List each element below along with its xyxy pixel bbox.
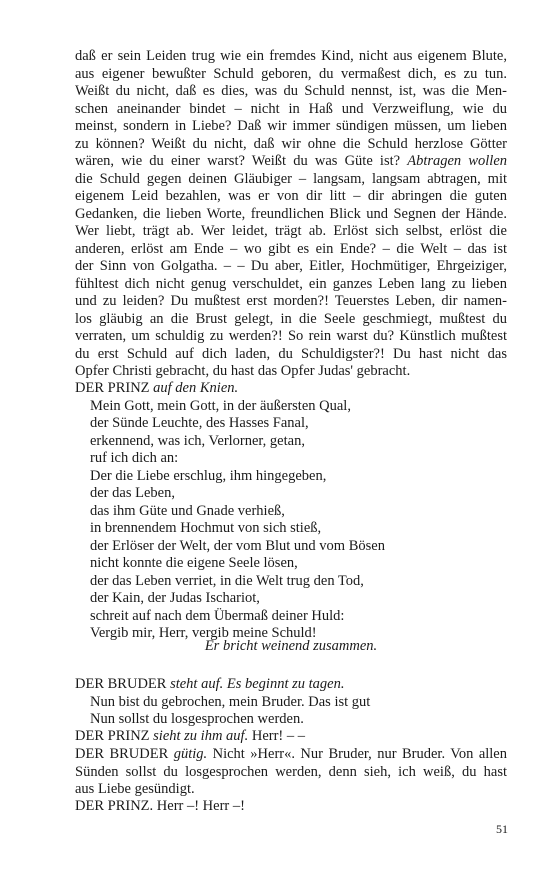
stage-direction-inline: gütig. bbox=[173, 746, 208, 762]
stage-direction-inline: sieht zu ihm auf. bbox=[153, 728, 249, 744]
prinz-final-speech bbox=[75, 798, 507, 816]
prose-line: meinst, sondern in Liebe? Daß wir immer sündigen müssen, um lieben bbox=[75, 118, 507, 134]
verse-line: der das Leben, bbox=[90, 485, 175, 501]
page-number: 51 bbox=[496, 822, 508, 836]
verse-line: der das Leben verriet, in die Welt trug den Tod, bbox=[90, 572, 364, 589]
prose-line: zu können? Weißt du nicht, daß wir ohne die Schuld herzlose Götter bbox=[75, 135, 507, 152]
prose-line: fühltest dich nicht genug verschuldet, ein ganzes Leben lang zu lieben bbox=[75, 275, 507, 292]
speaker-name: DER PRINZ. bbox=[75, 798, 154, 814]
verse-line: Der die Liebe erschlug, ihm hingegeben, bbox=[90, 467, 327, 484]
prose-line: du erst Schuld auf dich laden, du Schuldigster?! Du hast nicht das bbox=[75, 345, 507, 362]
prose-line: schen aneinander bindet – nicht in Haß und Verzweiflung, wie du bbox=[75, 100, 507, 117]
verse-line: Nun sollst du losgesprochen werden. bbox=[90, 711, 304, 727]
verse-line: nicht konnte die eigene Seele lösen, bbox=[90, 555, 298, 571]
prose-line: aus eigener bewußter Schuld geboren, du vermaßest dich, es zu tun. bbox=[75, 65, 507, 82]
prose-line: der Sinn von Golgatha. – – Du aber, Eitler, Hochmütiger, Ehrgeiziger, bbox=[75, 258, 507, 274]
speaker-name: DER PRINZ bbox=[75, 728, 150, 744]
speaker-name: DER PRINZ bbox=[75, 380, 150, 396]
verse-line: in brennendem Hochmut von sich stieß, bbox=[90, 520, 322, 536]
bruder-verse-speech bbox=[75, 676, 507, 729]
verse-line: ruf ich dich an: bbox=[90, 450, 179, 466]
speech-text: Herr –! Herr –! bbox=[156, 798, 245, 814]
prose-line: Weißt du nicht, daß es dies, was du Schuld nennst, ist, was die Men- bbox=[75, 83, 507, 99]
speech-text: Herr! – – bbox=[251, 728, 305, 744]
speaker-line bbox=[75, 676, 507, 694]
stage-direction-inline: steht auf. Es beginnt zu tagen. bbox=[170, 676, 345, 692]
verse-line: erkennend, was ich, Verlorner, getan, bbox=[90, 432, 305, 449]
italic-phrase: Abtragen wollen bbox=[407, 153, 507, 169]
stage-direction-inline: auf den Knien. bbox=[153, 380, 239, 396]
verse-line: Mein Gott, mein Gott, in der äußersten Qual, bbox=[90, 397, 351, 414]
verse-line: der Sünde Leuchte, des Hasses Fanal, bbox=[90, 415, 309, 431]
prinz-verse-speech bbox=[75, 380, 507, 643]
prose-line: Wer liebt, trägt ab. Wer leidet, trägt ab. Erlöst sich selbst, erlöst die bbox=[75, 223, 507, 239]
prose-line: Gedanken, die lieben Worte, freundlichen Blick und Segnen der Hände. bbox=[75, 205, 507, 222]
prose-line: daß er sein Leiden trug wie ein fremdes Kind, nicht aus eigenem Blute, bbox=[75, 48, 507, 64]
verse-line: schreit auf nach dem Übermaß deiner Huld: bbox=[90, 607, 345, 624]
speaker-name: DER BRUDER bbox=[75, 676, 167, 692]
speaker-line bbox=[75, 380, 507, 398]
prose-line: Sünden sollst du losgesprochen werden, denn sieh, ich weiß, du hast bbox=[75, 763, 507, 780]
stage-direction-centered: Er bricht weinend zusammen. bbox=[204, 638, 378, 654]
verse-line: der Erlöser der Welt, der vom Blut und vom Bösen bbox=[90, 537, 385, 554]
prose-line: verraten, um schuldig zu werden?! So rein warst du? Künstlich mußtest bbox=[75, 328, 507, 344]
speaker-line bbox=[75, 728, 507, 746]
prose-line: Opfer Christi gebracht, du hast das Opfer Judas' gebracht. bbox=[75, 363, 411, 379]
prose-line: eigenem Leid bezahlen, was er von dir litt – dir abringen die guten bbox=[75, 188, 507, 204]
verse-line: Nun bist du gebrochen, mein Bruder. Das ist gut bbox=[90, 693, 371, 710]
speaker-line bbox=[75, 798, 507, 816]
prinz-short-speech bbox=[75, 728, 507, 746]
prose-line: aus Liebe gesündigt. bbox=[75, 781, 195, 797]
verse-line: das ihm Güte und Gnade verhieß, bbox=[90, 502, 285, 519]
speech-text: Nicht »Herr«. Nur Bruder, nur Bruder. Von allen bbox=[212, 746, 507, 762]
opening-speech bbox=[75, 48, 507, 381]
verse-line: Vergib mir, Herr, vergib meine Schuld! bbox=[90, 625, 317, 641]
verse-line: der Kain, der Judas Ischariot, bbox=[90, 590, 260, 606]
speaker-name: DER BRUDER bbox=[75, 746, 169, 762]
prose-segment: wären, wie du einer warst? Weißt du was Güte ist? bbox=[75, 153, 401, 169]
prose-line-with-italic bbox=[75, 153, 507, 171]
prose-line: und zu leiden? Du mußtest erst morden?! Teuerstes Leben, dir namen- bbox=[75, 293, 507, 309]
prose-line bbox=[75, 746, 507, 764]
bruder-prose-speech bbox=[75, 746, 507, 799]
prose-line: die Schuld gegen deinen Gläubiger – langsam, langsam abtragen, mit bbox=[75, 170, 507, 187]
prose-line: los gläubig an die Brust gelegt, in die Seele geschmiegt, mußtest du bbox=[75, 310, 507, 327]
prose-line: anderen, erlöst am Ende – wo gibt es ein Ende? – die Welt – das ist bbox=[75, 240, 507, 257]
